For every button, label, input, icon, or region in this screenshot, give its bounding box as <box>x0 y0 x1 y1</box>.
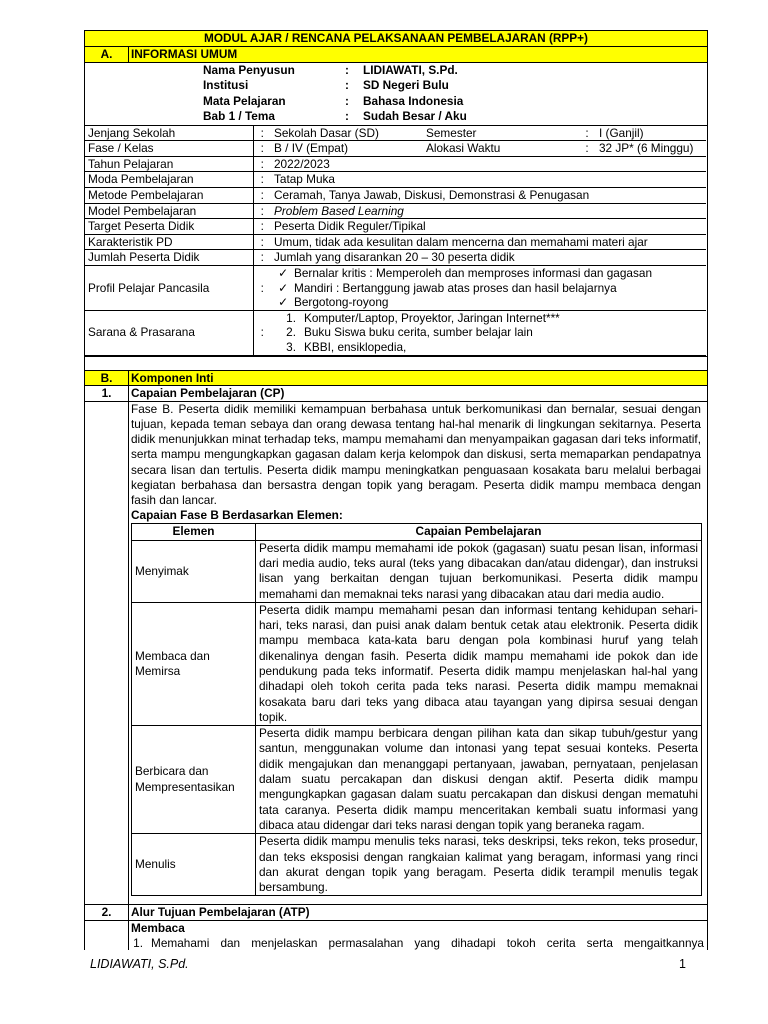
colon: : <box>253 250 271 266</box>
colon: : <box>578 126 596 141</box>
section-b-letter: B. <box>85 370 129 386</box>
elemen-name: Menyimak <box>132 540 256 602</box>
sarana-item-text: KBBI, ensiklopedia, <box>304 339 407 354</box>
elemen-capaian: Peserta didik mampu berbicara dengan pilihan kata dan sikap tubuh/gestur yang santun, menggunakan volume dan intonasi yang tepat sesuai konteks. Peserta didik mengajukan dan menanggapi pertanyaan, jawaban, pernyataan, penjelasan dalam suatu percakapan dan diskusi dengan aktif. Peserta didik mampu mengungkapkan gagasan dalam suatu percakapan dan diskusi dengan mematuhi tata caranya. Peserta didik mampu menceritakan kembali suatu informasi yang dibaca atau didengar dari teks narasi dengan topik yang beraneka ragam. <box>256 726 702 834</box>
field-label: Jumlah Peserta Didik <box>85 250 253 266</box>
header-info-label: Mata Pelajaran <box>203 93 286 108</box>
rpp-table <box>84 30 708 950</box>
field-label: Sarana & Prasarana <box>85 310 253 355</box>
section-a-label: INFORMASI UMUM <box>129 47 708 63</box>
sarana-item <box>274 311 703 326</box>
header-info-value: Sudah Besar / Aku <box>363 109 467 124</box>
field-value: Problem Based Learning <box>271 203 706 219</box>
checkmark-icon: ✓ <box>278 280 288 295</box>
colon: : <box>253 172 271 188</box>
elemen-capaian: Peserta didik mampu memahami ide pokok (gagasan) suatu pesan lisan, informasi dari media audio, teks aural (teks yang dibacakan dan/atau didengar), dan instruksi lisan yang berkaitan dengan tujuan berkomunikasi. Peserta didik mampu memahami dan memaknai teks narasi yang dibacakan atau dari media audio. <box>256 540 702 602</box>
general-info-table <box>85 126 706 356</box>
colon: : <box>253 156 271 172</box>
sarana-row <box>85 310 706 355</box>
elemen-row <box>132 602 702 725</box>
sarana-item-text: Buku Siswa buku cerita, sumber belajar lain <box>304 325 533 340</box>
colon: : <box>253 265 271 310</box>
general-row <box>85 203 706 219</box>
atp-subheading: Membaca <box>131 921 185 936</box>
elemen-name: Membaca dan Memirsa <box>132 602 256 725</box>
cp-paragraph: Fase B. Peserta didik memiliki kemampuan berbahasa untuk berkomunikasi dan bernalar, sesuai dengan tujuan, kepada teman sebaya dan orang dewasa tentang hal-hal menarik di lingkungan sekitarnya. Peserta didik menunjukkan minat terhadap teks, mampu memahami dan menyampaikan gagasan dari teks informatif, serta mampu mengungkapkan gagasan dalam kerja kelompok dan diskusi, serta memaparkan pendapatnya secara lisan dan tertulis. Peserta didik mampu meningkatkan penguasaan kosakata baru melalui berbagai kegiatan berbahasa dan bersastra dengan topik yang beragam. Peserta didik mampu membaca dengan fasih dan lancar. <box>131 401 701 507</box>
jenjang-row <box>85 126 706 141</box>
checkmark-icon: ✓ <box>278 265 288 280</box>
field-label: Tahun Pelajaran <box>85 156 253 172</box>
general-row <box>85 234 706 250</box>
elemen-name: Berbicara dan Mempresentasikan <box>132 726 256 834</box>
cp-heading-row <box>85 386 708 402</box>
header-info-label: Institusi <box>203 78 249 93</box>
cp-subheading: Capaian Fase B Berdasarkan Elemen: <box>131 508 343 523</box>
elemen-name: Menulis <box>132 834 256 896</box>
profil-item-text: Bergotong-royong <box>294 295 389 310</box>
colon: : <box>253 310 271 355</box>
cp-content-row <box>85 401 708 905</box>
checkmark-icon: ✓ <box>278 295 288 310</box>
profil-item <box>274 295 703 310</box>
header-info-value: LIDIAWATI, S.Pd. <box>363 62 458 77</box>
header-info-value: Bahasa Indonesia <box>363 93 464 108</box>
section-a-letter: A. <box>85 47 129 63</box>
atp-content-row <box>85 921 708 951</box>
colon: : <box>345 109 349 124</box>
elemen-row <box>132 540 702 602</box>
elemen-capaian: Peserta didik mampu menulis teks narasi, teks deskripsi, teks rekon, teks prosedur, dan teks eksposisi dengan rangkaian kalimat yang beragam, informasi yang rinci dan akurat dengan topik yang beragam. Peserta didik terampil menulis tegak bersambung. <box>256 834 702 896</box>
profil-item <box>274 281 703 296</box>
field-label: Semester <box>423 126 578 141</box>
field-value: Sekolah Dasar (SD) <box>271 126 423 141</box>
general-row <box>85 156 706 172</box>
atp-number: 2. <box>85 905 129 921</box>
field-value: 2022/2023 <box>271 156 706 172</box>
column-header-elemen: Elemen <box>132 524 256 540</box>
field-value: Tatap Muka <box>271 172 706 188</box>
profil-item-text: Bernalar kritis : Memperoleh dan memproses informasi dan gagasan <box>294 265 653 280</box>
colon: : <box>578 141 596 157</box>
field-label: Fase / Kelas <box>85 141 253 157</box>
field-label: Jenjang Sekolah <box>85 126 253 141</box>
elemen-table <box>131 523 702 896</box>
colon: : <box>253 141 271 157</box>
spacer-row <box>85 356 708 370</box>
profil-item-text: Mandiri : Bertanggung jawab atas proses dan hasil belajarnya <box>294 280 617 295</box>
colon: : <box>253 234 271 250</box>
field-label: Karakteristik PD <box>85 234 253 250</box>
atp-heading-row <box>85 905 708 921</box>
field-label: Moda Pembelajaran <box>85 172 253 188</box>
general-info-row <box>85 125 708 356</box>
list-number: 2. <box>286 325 296 340</box>
list-number: 3. <box>286 339 296 354</box>
section-b-label: Komponen Inti <box>129 370 708 386</box>
field-value: I (Ganjil) <box>596 126 706 141</box>
header-info-label: Nama Penyusun <box>203 62 295 77</box>
sarana-item-text: Komputer/Laptop, Proyektor, Jaringan Internet*** <box>304 310 560 325</box>
cp-number: 1. <box>85 386 129 402</box>
section-a-row <box>85 47 708 63</box>
elemen-row <box>132 834 702 896</box>
field-value: B / IV (Empat) <box>271 141 423 157</box>
list-number: 1. <box>286 310 296 325</box>
field-label: Target Peserta Didik <box>85 219 253 235</box>
elemen-capaian: Peserta didik mampu memahami pesan dan informasi tentang kehidupan sehari-hari, teks narasi, dan puisi anak dalam bentuk cetak atau elektronik. Peserta didik mampu membaca kata-kata baru dengan pola kombinasi huruf yang telah dikenalinya dengan fasih. Peserta didik mampu memahami ide pokok dan ide pendukung pada teks informatif. Peserta didik mampu menjelaskan hal-hal yang dihadapi oleh tokoh cerita pada teks narasi. Peserta didik mampu memaknai kosakata baru dari teks yang dibaca atau tayangan yang dipirsa sesuai dengan topik. <box>256 602 702 725</box>
footer-author: LIDIAWATI, S.Pd. <box>90 957 189 971</box>
field-value: Umum, tidak ada kesulitan dalam mencerna dan memahami materi ajar <box>271 234 706 250</box>
profil-item <box>274 266 703 281</box>
colon: : <box>253 219 271 235</box>
colon: : <box>345 62 349 77</box>
header-info-block <box>85 63 707 125</box>
header-info-item <box>203 94 707 110</box>
header-info-row <box>85 62 708 125</box>
header-info-value: SD Negeri Bulu <box>363 78 449 93</box>
colon: : <box>253 126 271 141</box>
field-value: Ceramah, Tanya Jawab, Diskusi, Demonstrasi & Penugasan <box>271 187 706 203</box>
colon: : <box>253 187 271 203</box>
header-info-label: Bab 1 / Tema <box>203 109 275 124</box>
field-value: Peserta Didik Reguler/Tipikal <box>271 219 706 235</box>
field-label: Alokasi Waktu <box>423 141 578 157</box>
atp-item-text: Memahami dan menjelaskan permasalahan yang dihadapi tokoh cerita serta mengaitkannya <box>151 935 704 950</box>
colon: : <box>345 93 349 108</box>
elemen-row <box>132 726 702 834</box>
section-b-row <box>85 370 708 386</box>
general-row <box>85 187 706 203</box>
header-info-item <box>203 63 707 79</box>
column-header-capaian: Capaian Pembelajaran <box>256 524 702 540</box>
cp-heading: Capaian Pembelajaran (CP) <box>129 386 708 402</box>
title-row <box>85 31 708 47</box>
general-row <box>85 250 706 266</box>
sarana-item <box>274 325 703 340</box>
general-row <box>85 172 706 188</box>
field-value: 32 JP* (6 Minggu) <box>596 141 706 157</box>
field-label: Metode Pembelajaran <box>85 187 253 203</box>
document-title: MODUL AJAR / RENCANA PELAKSANAAN PEMBELAJARAN (RPP+) <box>85 31 708 47</box>
field-label: Profil Pelajar Pancasila <box>85 265 253 310</box>
fase-row <box>85 141 706 157</box>
atp-heading: Alur Tujuan Pembelajaran (ATP) <box>129 905 708 921</box>
page-number: 1 <box>679 957 686 971</box>
profil-list <box>271 265 706 310</box>
profil-row <box>85 265 706 310</box>
general-row <box>85 219 706 235</box>
field-label: Model Pembelajaran <box>85 203 253 219</box>
sarana-list <box>271 310 706 355</box>
list-number: 1. <box>133 935 143 950</box>
colon: : <box>253 203 271 219</box>
elemen-table-header <box>132 524 702 540</box>
sarana-item <box>274 340 703 355</box>
rpp-document <box>84 30 707 950</box>
colon: : <box>345 78 349 93</box>
header-info-item <box>203 109 707 125</box>
field-value: Jumlah yang disarankan 20 – 30 peserta didik <box>271 250 706 266</box>
atp-item <box>131 936 704 951</box>
header-info-item <box>203 78 707 94</box>
